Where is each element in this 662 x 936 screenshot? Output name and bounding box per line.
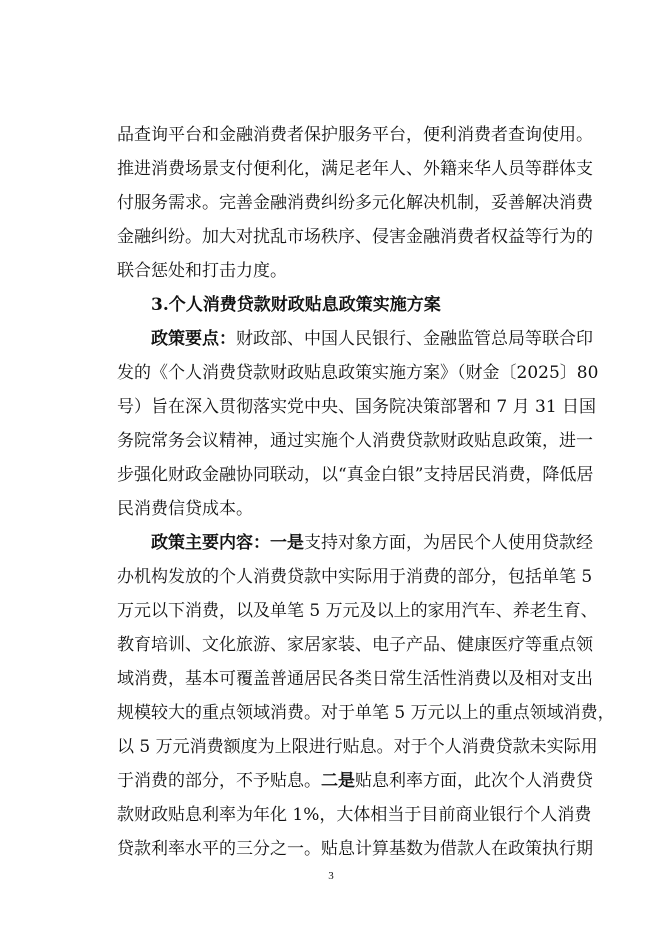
paragraph-text: 贴息利率方面，此次个人消费贷 [355,771,593,791]
paragraph-line: 办机构发放的个人消费贷款中实际用于消费的部分，包括单笔 5 [117,567,593,587]
paragraph-line: 民消费信贷成本。 [117,499,253,519]
paragraph-line: 万元以下消费，以及单笔 5 万元及以上的家用汽车、养老生育、 [117,601,598,621]
paragraph-line: 规模较大的重点领域消费。对于单笔 5 万元以上的重点领域消费， [117,703,615,723]
paragraph-line: 步强化财政金融协同联动，以“真金白银”支持居民消费，降低居 [117,465,594,485]
paragraph-line: 品查询平台和金融消费者保护服务平台，便利消费者查询使用。 [117,125,593,145]
paragraph-line: 款财政贴息利率为年化 1%，大体相当于目前商业银行个人消费 [117,805,592,825]
paragraph-line: 发的《个人消费贷款财政贴息政策实施方案》（财金〔2025〕80 [117,363,599,383]
paragraph-line: 教育培训、文化旅游、家居家装、电子产品、健康医疗等重点领 [117,635,593,655]
section-heading: 3.个人消费贷款财政贴息政策实施方案 [151,295,441,315]
first-marker: 一是 [270,533,304,553]
paragraph-line [151,528,593,558]
paragraph-line [151,324,593,354]
paragraph-line: 金融纠纷。加大对扰乱市场秩序、侵害金融消费者权益等行为的 [117,227,593,247]
paragraph-text: 财政部、中国人民银行、金融监管总局等联合印 [236,329,593,349]
paragraph-line: 以 5 万元消费额度为上限进行贴息。对于个人消费贷款未实际用 [117,737,598,757]
paragraph-line: 务院常务会议精神，通过实施个人消费贷款财政贴息政策，进一 [117,431,593,451]
paragraph-line [117,766,593,796]
paragraph-line: 号）旨在深入贯彻落实党中央、国务院决策部署和 7 月 31 日国 [117,397,597,417]
paragraph-line: 推进消费场景支付便利化，满足老年人、外籍来华人员等群体支 [117,159,593,179]
paragraph-line: 域消费，基本可覆盖普通居民各类日常生活性消费以及相对支出 [117,669,593,689]
paragraph-line: 联合惩处和打击力度。 [117,261,287,281]
second-marker: 二是 [321,771,355,791]
paragraph-line: 贷款利率水平的三分之一。贴息计算基数为借款人在政策执行期 [117,839,593,859]
policy-points-label: 政策要点： [151,329,236,349]
paragraph-text: 支持对象方面，为居民个人使用贷款经 [304,533,593,553]
main-content-label: 政策主要内容： [151,533,270,553]
page-number: 3 [328,870,334,882]
paragraph-line: 付服务需求。完善金融消费纠纷多元化解决机制，妥善解决消费 [117,193,593,213]
paragraph-text: 于消费的部分，不予贴息。 [117,771,321,791]
